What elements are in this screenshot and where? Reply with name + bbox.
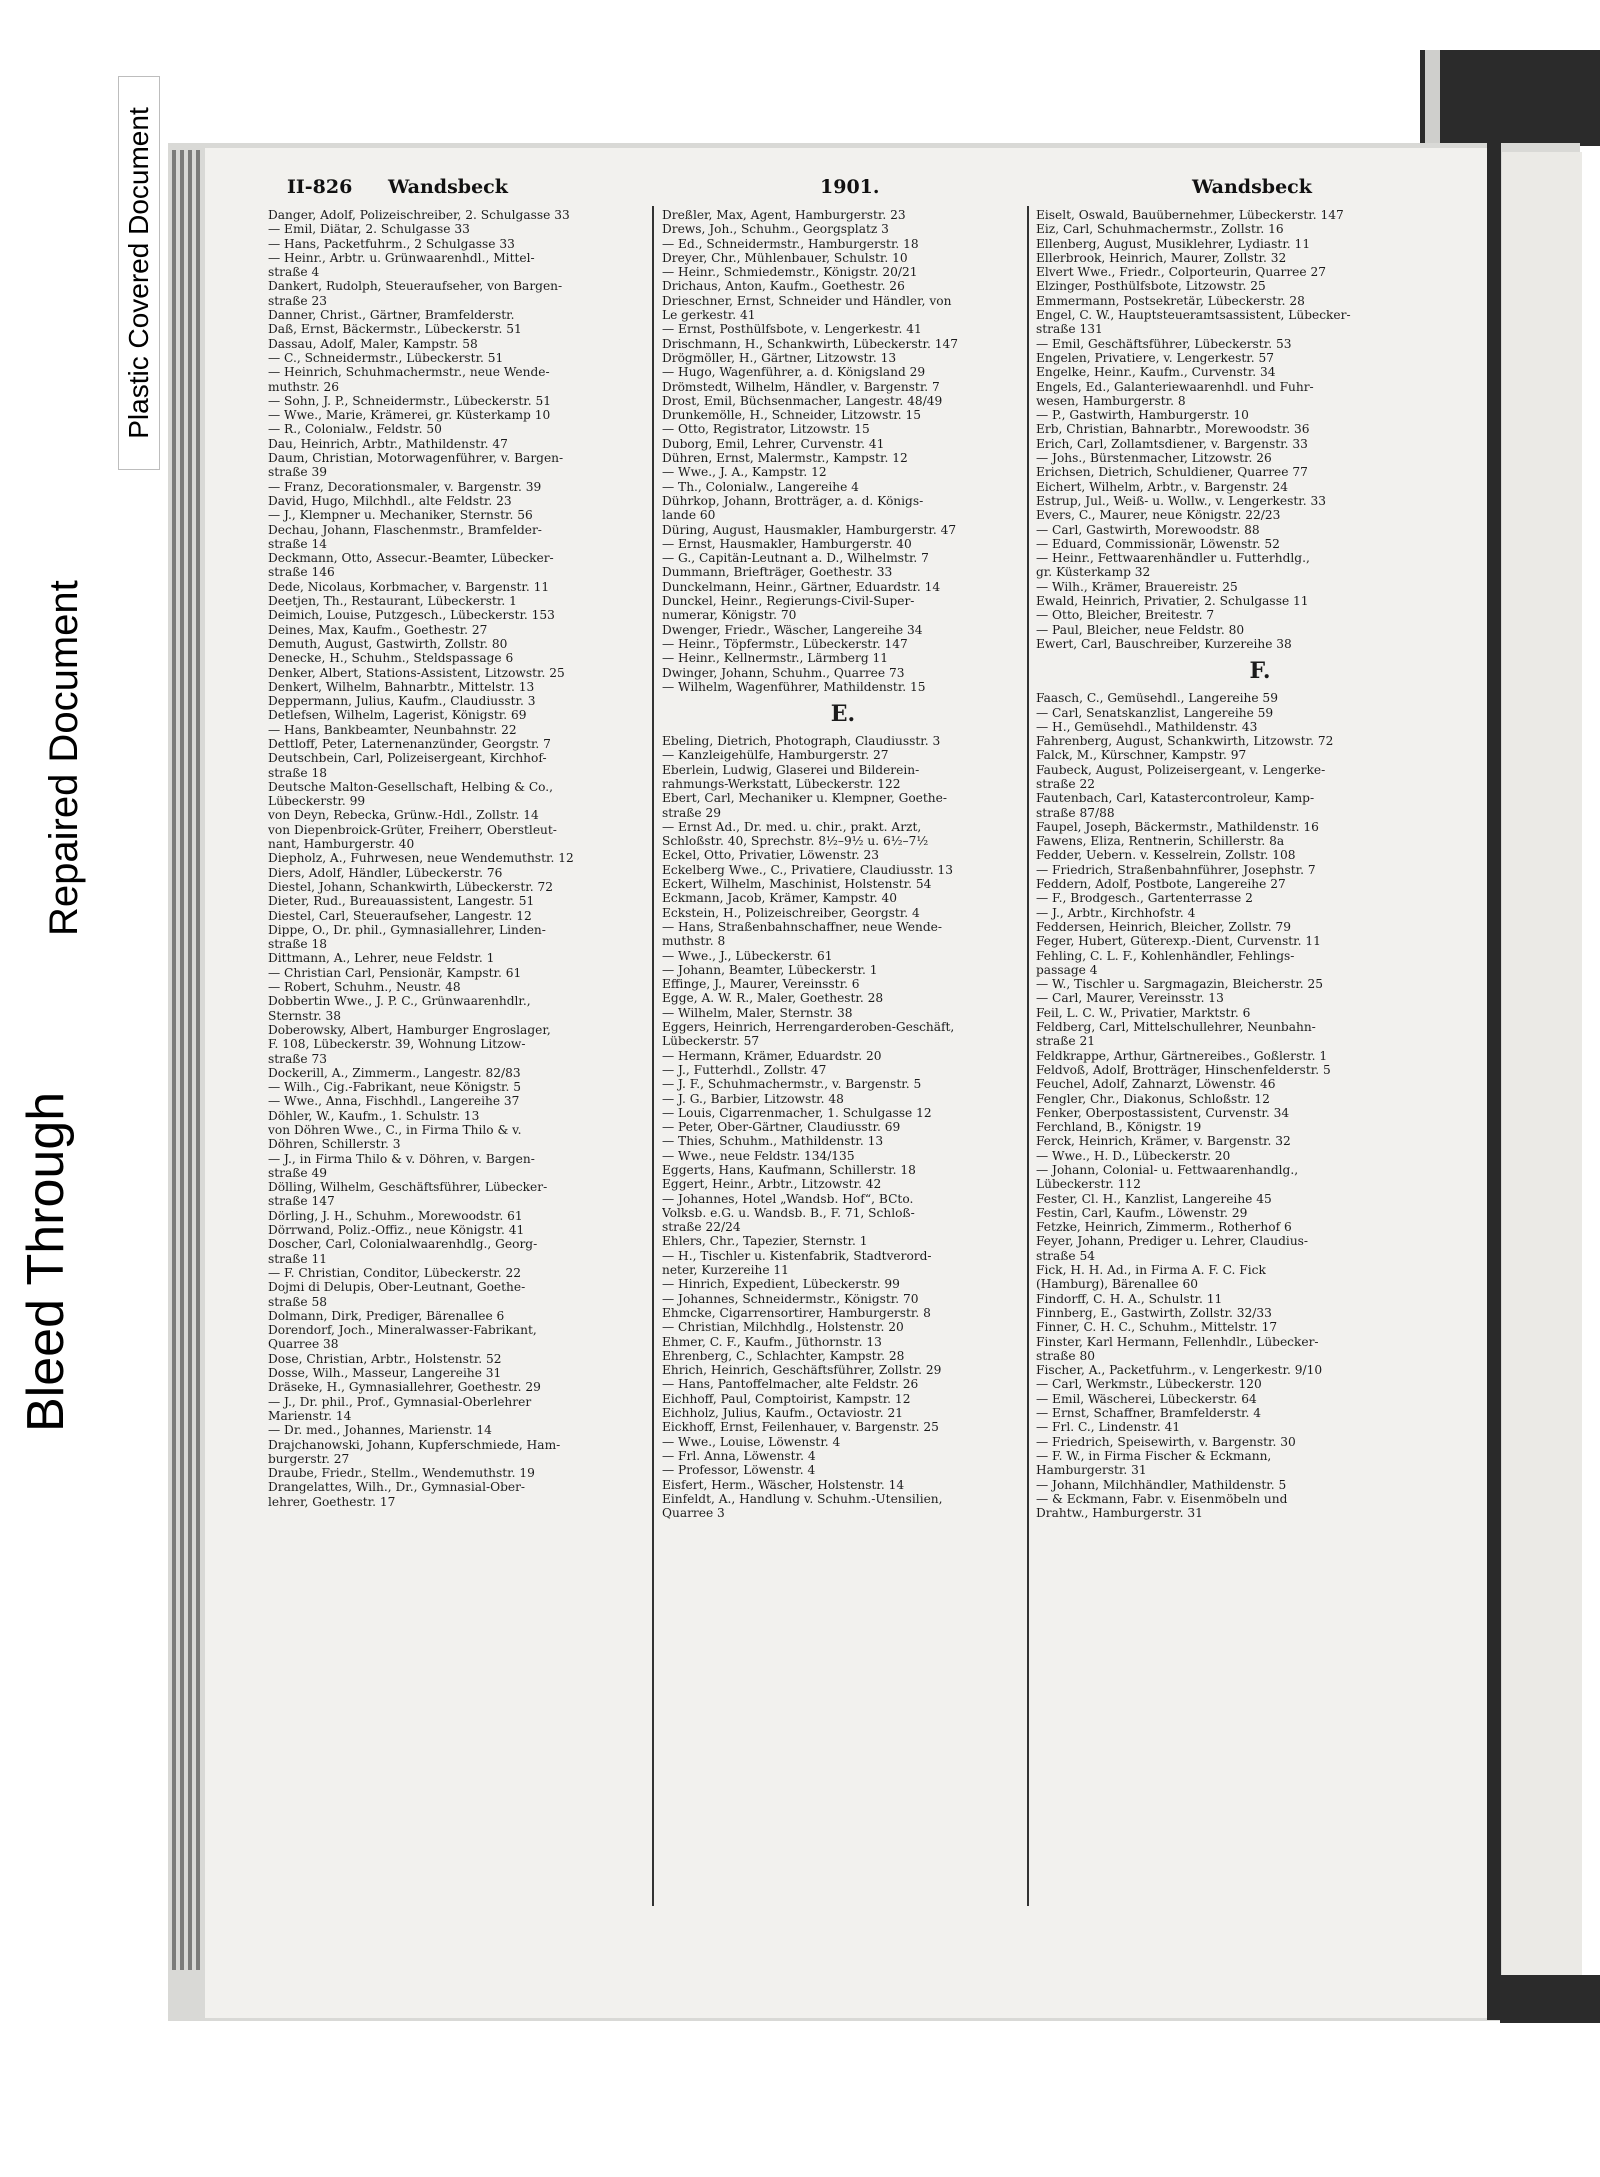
directory-entry-line: Dobbertin Wwe., J. P. C., Grünwaarenhdlr., [268, 994, 531, 1009]
directory-entry-line: — Hans, Packetfuhrm., 2 Schulgasse 33 [268, 236, 515, 251]
directory-entry-line: Faasch, C., Gemüsehdl., Langereihe 59 [1036, 691, 1278, 706]
directory-entry-line: Fehling, C. L. F., Kohlenhändler, Fehlings- [1036, 948, 1295, 963]
directory-entry-line: straße 23 [268, 293, 327, 308]
directory-entry-line: — Frl. C., Lindenstr. 41 [1036, 1420, 1181, 1435]
directory-entry-line: Deetjen, Th., Restaurant, Lübeckerstr. 1 [268, 594, 517, 609]
directory-entry-line: Egge, A. W. R., Maler, Goethestr. 28 [662, 991, 884, 1006]
directory-entry-line: Eckert, Wilhelm, Maschinist, Holstenstr. 54 [662, 877, 932, 892]
directory-entry-line: straße 146 [268, 565, 335, 580]
directory-entry-line: Drischmann, H., Schankwirth, Lübeckerstr. 147 [662, 336, 958, 351]
directory-entry-line: Ewald, Heinrich, Privatier, 2. Schulgasse 11 [1036, 594, 1309, 609]
directory-entry-line: — Hermann, Krämer, Eduardstr. 20 [662, 1048, 882, 1063]
directory-entry-line: — Peter, Ober-Gärtner, Claudiusstr. 69 [662, 1120, 901, 1135]
directory-entry-line: Einfeldt, A., Handlung v. Schuhm.-Utensilien, [662, 1491, 943, 1506]
directory-entry-line: — Emil, Geschäftsführer, Lübeckerstr. 53 [1036, 336, 1292, 351]
directory-entry-line: Dolmann, Dirk, Prediger, Bärenallee 6 [268, 1308, 505, 1323]
directory-entry-line: straße 22/24 [662, 1220, 741, 1235]
directory-entry-line: Ehlers, Chr., Tapezier, Sternstr. 1 [662, 1234, 868, 1249]
section-letter-heading: E. [830, 701, 856, 728]
directory-entry-line: von Diepenbroick-Grüter, Freiherr, Oberstleut- [268, 822, 557, 837]
directory-entry-line: Denkert, Wilhelm, Bahnarbtr., Mittelstr. 13 [268, 679, 535, 694]
directory-entry-line: Engelke, Heinr., Kaufm., Curvenstr. 34 [1036, 365, 1276, 380]
directory-entry-line: — Hinrich, Expedient, Lübeckerstr. 99 [662, 1277, 900, 1292]
directory-entry-line: passage 4 [1036, 962, 1098, 977]
directory-entry-line: Sternstr. 38 [268, 1008, 342, 1023]
directory-entry-line: Faupel, Joseph, Bäckermstr., Mathildenstr. 16 [1036, 819, 1319, 834]
directory-entry-line: nant, Hamburgerstr. 40 [268, 837, 415, 852]
directory-entry-line: straße 22 [1036, 776, 1095, 791]
directory-entry-line: gr. Küsterkamp 32 [1036, 565, 1151, 580]
directory-entry-line: — Heinr., Arbtr. u. Grünwaarenhdl., Mittel- [268, 250, 535, 265]
directory-entry-line: Feddern, Adolf, Postbote, Langereihe 27 [1036, 877, 1286, 892]
directory-entry-line: Denecke, H., Schuhm., Steldspassage 6 [268, 651, 514, 666]
directory-entry-line: lehrer, Goethestr. 17 [268, 1494, 396, 1509]
directory-entry-line: straße 58 [268, 1294, 327, 1309]
directory-entry-line: Fengler, Chr., Diakonus, Schloßstr. 12 [1036, 1091, 1270, 1106]
directory-entry-line: Fick, H. H. Ad., in Firma A. F. C. Fick [1036, 1263, 1266, 1278]
directory-entry-line: Deutschbein, Carl, Polizeisergeant, Kirchhof- [268, 751, 547, 766]
directory-entry-line: Demuth, August, Gastwirth, Zollstr. 80 [268, 636, 508, 651]
directory-entry-line: Diestel, Johann, Schankwirth, Lübeckerstr. 72 [268, 879, 553, 894]
directory-entry-line: Ehmer, C. F., Kaufm., Jüthornstr. 13 [662, 1334, 882, 1349]
directory-entry-line: wesen, Hamburgerstr. 8 [1036, 393, 1186, 408]
directory-entry-line: Fetzke, Heinrich, Zimmerm., Rotherhof 6 [1036, 1220, 1292, 1235]
column-divider [652, 206, 654, 1906]
directory-entry-line: — Ernst, Schaffner, Bramfelderstr. 4 [1036, 1406, 1261, 1421]
directory-entry-line: — Ernst Ad., Dr. med. u. chir., prakt. Arzt, [662, 819, 922, 834]
directory-entry-line: — G., Capitän-Leutnant a. D., Wilhelmstr. 7 [662, 551, 929, 566]
directory-entry-line: — Frl. Anna, Löwenstr. 4 [662, 1448, 816, 1463]
directory-entry-line: Dieter, Rud., Bureauassistent, Langestr. 51 [268, 894, 535, 909]
directory-entry-line: — Heinr., Töpfermstr., Lübeckerstr. 147 [662, 636, 908, 651]
directory-entry-line: Feldkrappe, Arthur, Gärtnereibes., Goßlerstr. 1 [1036, 1048, 1328, 1063]
directory-entry-line: — Wwe., neue Feldstr. 134/135 [662, 1148, 855, 1163]
directory-entry-line: Eichert, Wilhelm, Arbtr., v. Bargenstr. 24 [1036, 479, 1288, 494]
directory-entry-line: Detlefsen, Wilhelm, Lagerist, Königstr. 69 [268, 708, 527, 723]
directory-entry-line: Eichholz, Julius, Kaufm., Octaviostr. 21 [662, 1406, 904, 1421]
directory-entry-line: Feuchel, Adolf, Zahnarzt, Löwenstr. 46 [1036, 1077, 1276, 1092]
directory-entry-line: Evers, C., Maurer, neue Königstr. 22/23 [1036, 508, 1281, 523]
directory-entry-line: muthstr. 8 [662, 934, 726, 949]
directory-entry-line: Ehmcke, Cigarrensortirer, Hamburgerstr. 8 [662, 1305, 931, 1320]
directory-entry-line: Dankert, Rudolph, Steueraufseher, von Bargen- [268, 279, 563, 294]
directory-entry-line: Engel, C. W., Hauptsteueramtsassistent, Lübecker- [1036, 308, 1351, 323]
directory-entry-line: neter, Kurzereihe 11 [662, 1263, 789, 1278]
directory-entry-line: Dühren, Ernst, Malermstr., Kampstr. 12 [662, 451, 908, 466]
directory-entry-line: Erichsen, Dietrich, Schuldiener, Quarree 77 [1036, 465, 1308, 480]
directory-entry-line: Deutsche Malton-Gesellschaft, Helbing & Co., [268, 779, 554, 794]
directory-entry-line: Festin, Carl, Kaufm., Löwenstr. 29 [1036, 1205, 1248, 1220]
directory-entry-line: Dau, Heinrich, Arbtr., Mathildenstr. 47 [268, 436, 508, 451]
directory-entry-line: — P., Gastwirth, Hamburgerstr. 10 [1036, 408, 1249, 423]
page-number: II-826 [287, 176, 353, 198]
directory-column-2 [662, 208, 1024, 1520]
directory-entry-line: Eckel, Otto, Privatier, Löwenstr. 23 [662, 848, 879, 863]
directory-entry-line: straße 14 [268, 536, 327, 551]
directory-entry-line: — & Eckmann, Fabr. v. Eisenmöbeln und [1036, 1491, 1288, 1506]
directory-entry-line: — Otto, Bleicher, Breitestr. 7 [1036, 608, 1215, 623]
directory-entry-line: — J., in Firma Thilo & v. Döhren, v. Bargen- [268, 1151, 535, 1166]
directory-entry-line: — Johannes, Hotel „Wandsb. Hof“, BCto. [662, 1191, 914, 1206]
directory-entry-line: — Wwe., Louise, Löwenstr. 4 [662, 1434, 841, 1449]
directory-entry-line: — Louis, Cigarrenmacher, 1. Schulgasse 12 [662, 1105, 932, 1120]
directory-entry-line: — J. F., Schuhmachermstr., v. Bargenstr. 5 [662, 1077, 922, 1092]
directory-entry-line: — Johann, Colonial- u. Fettwaarenhandlg., [1036, 1163, 1299, 1177]
directory-entry-line: straße 18 [268, 937, 327, 952]
directory-entry-line: — Eduard, Commissionär, Löwenstr. 52 [1036, 536, 1280, 551]
directory-entry-line: — J., Arbtr., Kirchhofstr. 4 [1036, 905, 1196, 920]
directory-entry-line: — Ernst, Hausmakler, Hamburgerstr. 40 [662, 536, 912, 551]
directory-entry-line: Finner, C. H. C., Schuhm., Mittelstr. 17 [1036, 1320, 1278, 1335]
directory-entry-line: — Otto, Registrator, Litzowstr. 15 [662, 422, 870, 437]
directory-entry-line: — Wwe., J., Lübeckerstr. 61 [662, 948, 833, 963]
directory-entry-line: — J. G., Barbier, Litzowstr. 48 [662, 1091, 844, 1106]
directory-entry-line: — Heinr., Schmiedemstr., Königstr. 20/21 [662, 265, 918, 280]
directory-entry-line: — Kanzleigehülfe, Hamburgerstr. 27 [662, 748, 889, 763]
directory-entry-line: — Carl, Gastwirth, Morewoodstr. 88 [1036, 522, 1260, 537]
directory-entry-line: Dechau, Johann, Flaschenmstr., Bramfelder- [268, 522, 542, 537]
directory-entry-line: straße 4 [268, 265, 320, 280]
directory-entry-line: Deines, Max, Kaufm., Goethestr. 27 [268, 622, 488, 637]
directory-entry-line: Dwenger, Friedr., Wäscher, Langereihe 34 [662, 622, 923, 637]
book-gutter [1487, 140, 1501, 2020]
directory-entry-line: Deckmann, Otto, Assecur.-Beamter, Lübecker- [268, 551, 554, 566]
directory-entry-line: Dorendorf, Joch., Mineralwasser-Fabrikant, [268, 1323, 537, 1338]
directory-entry-line: Duborg, Emil, Lehrer, Curvenstr. 41 [662, 436, 885, 451]
directory-entry-line: straße 21 [1036, 1034, 1095, 1049]
directory-entry-line: Ehrenberg, C., Schlachter, Kampstr. 28 [662, 1348, 905, 1363]
directory-entry-line: Dittmann, A., Lehrer, neue Feldstr. 1 [268, 951, 495, 966]
directory-entry-line: Dunckel, Heinr., Regierungs-Civil-Super- [662, 594, 915, 609]
directory-entry-line: Danner, Christ., Gärtner, Bramfelderstr. [268, 308, 515, 323]
scanner-strip-top [1425, 50, 1440, 146]
directory-entry-line: Eckstein, H., Polizeischreiber, Georgstr. 4 [662, 905, 920, 920]
directory-entry-line: rahmungs-Werkstatt, Lübeckerstr. 122 [662, 776, 901, 791]
directory-entry-line: Ewert, Carl, Bauschreiber, Kurzereihe 38 [1036, 636, 1292, 651]
directory-entry-line: Ellenberg, August, Musiklehrer, Lydiastr. 11 [1036, 236, 1311, 251]
directory-entry-line: Emmermann, Postsekretär, Lübeckerstr. 28 [1036, 293, 1305, 308]
directory-entry-line: — Johann, Beamter, Lübeckerstr. 1 [662, 962, 878, 977]
directory-entry-line: Dunckelmann, Heinr., Gärtner, Eduardstr. 14 [662, 579, 941, 594]
directory-entry-line: Drajchanowski, Johann, Kupferschmiede, Ham- [268, 1437, 561, 1452]
directory-entry-line: straße 80 [1036, 1348, 1095, 1363]
directory-entry-line: straße 29 [662, 805, 721, 820]
directory-entry-line: straße 87/88 [1036, 805, 1115, 820]
directory-entry-line: Dose, Christian, Arbtr., Holstenstr. 52 [268, 1351, 502, 1366]
directory-entry-line: Dippe, O., Dr. phil., Gymnasiallehrer, Linden- [268, 922, 546, 937]
directory-entry-line: Ebert, Carl, Mechaniker u. Klempner, Goethe- [662, 791, 947, 806]
directory-entry-line: — F. W., in Firma Fischer & Eckmann, [1036, 1448, 1272, 1463]
repaired-document-label: Repaired Document [42, 580, 86, 936]
directory-entry-line: Quarree 38 [268, 1337, 339, 1352]
directory-entry-line: — C., Schneidermstr., Lübeckerstr. 51 [268, 350, 504, 365]
directory-entry-line: Draube, Friedr., Stellm., Wendemuthstr. 19 [268, 1466, 535, 1481]
directory-entry-line: — Paul, Bleicher, neue Feldstr. 80 [1036, 622, 1245, 637]
directory-column-1 [268, 208, 648, 1509]
directory-entry-line: Daß, Ernst, Bäckermstr., Lübeckerstr. 51 [268, 322, 522, 337]
directory-entry-line: Eggert, Heinr., Arbtr., Litzowstr. 42 [662, 1177, 882, 1192]
directory-entry-line: Düring, August, Hausmakler, Hamburgerstr. 47 [662, 522, 957, 537]
directory-entry-line: muthstr. 26 [268, 379, 340, 394]
directory-entry-line: von Deyn, Rebecka, Grünw.-Hdl., Zollstr. 14 [268, 808, 539, 823]
directory-entry-line: Drieschner, Ernst, Schneider und Händler, von [662, 293, 952, 308]
directory-entry-line: — Wilh., Krämer, Brauereistr. 25 [1036, 579, 1238, 594]
directory-entry-line: Eberlein, Ludwig, Glaserei und Bilderein- [662, 762, 920, 777]
directory-entry-line: Fester, Cl. H., Kanzlist, Langereihe 45 [1036, 1191, 1272, 1206]
directory-entry-line: — F. Christian, Conditor, Lübeckerstr. 22 [268, 1265, 521, 1280]
directory-entry-line: Lübeckerstr. 57 [662, 1034, 760, 1049]
directory-entry-line: Elzinger, Posthülfsbote, Litzowstr. 25 [1036, 279, 1266, 294]
directory-entry-line: Le gerkestr. 41 [662, 308, 756, 323]
directory-entry-line: Lübeckerstr. 99 [268, 794, 366, 809]
plastic-covered-label: Plastic Covered Document [118, 76, 160, 470]
section-letter-heading: F. [1249, 658, 1271, 685]
directory-entry-line: — R., Colonialw., Feldstr. 50 [268, 422, 442, 437]
directory-entry-line: Falck, M., Kürschner, Kampstr. 97 [1036, 748, 1247, 763]
directory-entry-line: — Wwe., J. A., Kampstr. 12 [662, 465, 827, 480]
directory-entry-line: David, Hugo, Milchhdl., alte Feldstr. 23 [268, 493, 512, 508]
directory-entry-line: — J., Dr. phil., Prof., Gymnasial-Oberlehrer [268, 1394, 532, 1409]
directory-entry-line: — Th., Colonialw., Langereihe 4 [662, 479, 859, 494]
directory-entry-line: Deimich, Louise, Putzgesch., Lübeckerstr. 153 [268, 608, 555, 623]
directory-entry-line: Lübeckerstr. 112 [1036, 1177, 1141, 1192]
directory-entry-line: Dojmi di Delupis, Ober-Leutnant, Goethe- [268, 1280, 526, 1295]
bleed-through-label: Bleed Through [17, 1091, 75, 1432]
directory-entry-line: Fawens, Eliza, Rentnerin, Schillerstr. 8a [1036, 834, 1285, 849]
directory-entry-line: Döhler, W., Kaufm., 1. Schulstr. 13 [268, 1108, 480, 1123]
directory-entry-line: straße 147 [268, 1194, 335, 1209]
directory-entry-line: Eichhoff, Paul, Comptoirist, Kampstr. 12 [662, 1391, 911, 1406]
directory-entry-line: Finster, Karl Hermann, Fellenhdlr., Lübecker- [1036, 1334, 1319, 1349]
directory-entry-line: Dräseke, H., Gymnasiallehrer, Goethestr. 29 [268, 1380, 541, 1395]
directory-entry-line: (Hamburg), Bärenallee 60 [1036, 1277, 1198, 1292]
directory-entry-line: Feil, L. C. W., Privatier, Marktstr. 6 [1036, 1005, 1251, 1020]
directory-entry-line: — Carl, Werkmstr., Lübeckerstr. 120 [1036, 1377, 1262, 1392]
directory-entry-line: — Emil, Diätar, 2. Schulgasse 33 [268, 222, 470, 237]
directory-entry-line: straße 11 [268, 1251, 327, 1266]
directory-entry-line: Eckmann, Jacob, Krämer, Kampstr. 40 [662, 891, 898, 906]
directory-entry-line: Drews, Joh., Schuhm., Georgsplatz 3 [662, 222, 889, 237]
directory-entry-line: — Johann, Milchhändler, Mathildenstr. 5 [1036, 1477, 1287, 1492]
directory-entry-line: — Heinr., Kellnermstr., Lärmberg 11 [662, 651, 889, 666]
directory-entry-line: Fischer, A., Packetfuhrm., v. Lengerkestr. 9/10 [1036, 1363, 1323, 1378]
directory-entry-line: Ehrich, Heinrich, Geschäftsführer, Zollstr. 29 [662, 1363, 942, 1378]
directory-column-3 [1036, 208, 1484, 1520]
directory-entry-line: — Friedrich, Straßenbahnführer, Josephstr. 7 [1036, 862, 1316, 877]
directory-entry-line: — F., Brodgesch., Gartenterrasse 2 [1036, 891, 1253, 906]
directory-entry-line: — Wwe., Anna, Fischhdl., Langereihe 37 [268, 1094, 520, 1109]
directory-entry-line: Marienstr. 14 [268, 1408, 352, 1423]
directory-entry-line: — Johs., Bürstenmacher, Litzowstr. 26 [1036, 451, 1272, 466]
directory-entry-line: — Johannes, Schneidermstr., Königstr. 70 [662, 1291, 919, 1306]
directory-entry-line: — Hugo, Wagenführer, a. d. Königsland 29 [662, 365, 926, 380]
directory-entry-line: Feldvoß, Adolf, Brotträger, Hinschenfelderstr. 5 [1036, 1062, 1331, 1077]
directory-entry-line: Effinge, J., Maurer, Vereinsstr. 6 [662, 977, 860, 992]
directory-entry-line: Dassau, Adolf, Maler, Kampstr. 58 [268, 336, 478, 351]
directory-entry-line: — Hans, Straßenbahnschaffner, neue Wende- [662, 919, 942, 934]
directory-entry-line: Döhren, Schillerstr. 3 [268, 1137, 401, 1152]
directory-entry-line: — Dr. med., Johannes, Marienstr. 14 [268, 1423, 492, 1438]
directory-entry-line: Dosse, Wilh., Masseur, Langereihe 31 [268, 1366, 502, 1381]
directory-entry-line: Feger, Hubert, Güterexp.-Dient, Curvenstr. 11 [1036, 934, 1321, 949]
directory-entry-line: Drost, Emil, Büchsenmacher, Langestr. 48/49 [662, 393, 943, 408]
directory-entry-line: — H., Gemüsehdl., Mathildenstr. 43 [1036, 719, 1258, 734]
directory-entry-line: Estrup, Jul., Weiß- u. Wollw., v. Lengerkestr. 33 [1036, 493, 1327, 508]
scanner-edge-bottom [1500, 1975, 1600, 2023]
directory-entry-line: Eiz, Carl, Schuhmachermstr., Zollstr. 16 [1036, 222, 1284, 237]
directory-entry-line: — Christian Carl, Pensionär, Kampstr. 61 [268, 965, 522, 980]
directory-entry-line: Dwinger, Johann, Schuhm., Quarree 73 [662, 665, 905, 680]
directory-entry-line: Eiselt, Oswald, Bauübernehmer, Lübeckerstr. 147 [1036, 208, 1344, 222]
directory-entry-line: Doscher, Carl, Colonialwaarenhdlg., Georg- [268, 1237, 538, 1252]
directory-entry-line: — Wwe., Marie, Krämerei, gr. Küsterkamp 10 [268, 408, 551, 423]
header-right-title: Wandsbeck [1192, 176, 1312, 198]
directory-entry-line: Elvert Wwe., Friedr., Colporteurin, Quarree 27 [1036, 265, 1326, 280]
directory-entry-line: — Hans, Bankbeamter, Neunbahnstr. 22 [268, 722, 517, 737]
directory-entry-line: lande 60 [662, 508, 716, 523]
directory-entry-line: — Wwe., H. D., Lübeckerstr. 20 [1036, 1148, 1231, 1163]
page-stack-edge [196, 150, 200, 1970]
directory-entry-line: F. 108, Lübeckerstr. 39, Wohnung Litzow- [268, 1037, 526, 1052]
page-stack-edge [188, 150, 192, 1970]
directory-entry-line: Feyer, Johann, Prediger u. Lehrer, Claudius- [1036, 1234, 1309, 1249]
directory-entry-line: — Sohn, J. P., Schneidermstr., Lübeckerstr. 51 [268, 393, 551, 408]
directory-entry-line: — Carl, Maurer, Vereinsstr. 13 [1036, 991, 1224, 1006]
directory-entry-line: Ferchland, B., Königstr. 19 [1036, 1120, 1202, 1135]
directory-entry-line: Denker, Albert, Stations-Assistent, Litzowstr. 25 [268, 665, 565, 680]
directory-entry-line: Fenker, Oberpostassistent, Curvenstr. 34 [1036, 1105, 1290, 1120]
directory-entry-line: Drögmöller, H., Gärtner, Litzowstr. 13 [662, 350, 897, 365]
header-left-title: Wandsbeck [388, 176, 508, 198]
directory-entry-line: — Ernst, Posthülfsbote, v. Lengerkestr. 41 [662, 322, 922, 337]
directory-entry-line: — Professor, Löwenstr. 4 [662, 1463, 816, 1478]
directory-entry-line: Eggerts, Hans, Kaufmann, Schillerstr. 18 [662, 1163, 916, 1177]
directory-entry-line: Diepholz, A., Fuhrwesen, neue Wendemuthstr. 12 [268, 851, 574, 866]
directory-entry-line: burgerstr. 27 [268, 1451, 350, 1466]
directory-entry-line: Diers, Adolf, Händler, Lübeckerstr. 76 [268, 865, 503, 880]
directory-entry-line: Drahtw., Hamburgerstr. 31 [1036, 1506, 1203, 1521]
directory-entry-line: Eisfert, Herm., Wäscher, Holstenstr. 14 [662, 1477, 905, 1492]
directory-entry-line: Eckelberg Wwe., C., Privatiere, Claudiusstr. 13 [662, 862, 953, 877]
page-stack-edge [172, 150, 176, 1970]
directory-entry-line: — Wilh., Cig.-Fabrikant, neue Königstr. 5 [268, 1080, 522, 1095]
column-divider [1027, 206, 1029, 1906]
directory-entry-line: straße 54 [1036, 1248, 1095, 1263]
directory-entry-line: Drunkemölle, H., Schneider, Litzowstr. 15 [662, 408, 921, 423]
directory-entry-line: Eggers, Heinrich, Herrengarderoben-Geschäft, [662, 1020, 955, 1035]
directory-entry-line: Schloßstr. 40, Sprechstr. 8½–9½ u. 6½–7½ [662, 834, 929, 849]
directory-entry-line: Fahrenberg, August, Schankwirth, Litzowstr. 72 [1036, 734, 1334, 749]
directory-entry-line: — Robert, Schuhm., Neustr. 48 [268, 980, 461, 995]
directory-entry-line: straße 73 [268, 1051, 327, 1066]
directory-entry-line: — Franz, Decorationsmaler, v. Bargenstr. 39 [268, 479, 542, 494]
directory-entry-line: — Wilhelm, Wagenführer, Mathildenstr. 15 [662, 679, 926, 694]
directory-entry-line: straße 131 [1036, 322, 1103, 337]
directory-entry-line: Dörrwand, Poliz.-Offiz., neue Königstr. 41 [268, 1223, 525, 1238]
directory-entry-line: Engels, Ed., Galanteriewaarenhdl. und Fuhr- [1036, 379, 1314, 394]
directory-entry-line: Drangelattes, Wilh., Dr., Gymnasial-Ober- [268, 1480, 526, 1495]
directory-entry-line: — Thies, Schuhm., Mathildenstr. 13 [662, 1134, 884, 1149]
directory-entry-line: Ellerbrook, Heinrich, Maurer, Zollstr. 32 [1036, 250, 1287, 265]
directory-entry-line: — Ed., Schneidermstr., Hamburgerstr. 18 [662, 236, 919, 251]
directory-entry-line: Dede, Nicolaus, Korbmacher, v. Bargenstr. 11 [268, 579, 550, 594]
directory-entry-line: — Friedrich, Speisewirth, v. Bargenstr. 30 [1036, 1434, 1296, 1449]
directory-entry-line: Dreyer, Chr., Mühlenbauer, Schulstr. 10 [662, 250, 908, 265]
directory-entry-line: Dreßler, Max, Agent, Hamburgerstr. 23 [662, 208, 906, 222]
header-year: 1901. [820, 176, 880, 198]
page-stack-edge [180, 150, 184, 1970]
directory-entry-line: Finnberg, E., Gastwirth, Zollstr. 32/33 [1036, 1305, 1272, 1320]
directory-entry-line: Doberowsky, Albert, Hamburger Engroslager, [268, 1022, 551, 1037]
directory-entry-line: Fedder, Uebern. v. Kesselrein, Zollstr. 108 [1036, 848, 1296, 863]
directory-entry-line: Dörling, J. H., Schuhm., Morewoodstr. 61 [268, 1208, 523, 1223]
directory-entry-line: Dührkop, Johann, Brotträger, a. d. Königs- [662, 493, 924, 508]
directory-entry-line: — J., Klempner u. Mechaniker, Sternstr. 56 [268, 508, 533, 523]
directory-entry-line: — H., Tischler u. Kistenfabrik, Stadtverord- [662, 1248, 932, 1263]
directory-entry-line: Erich, Carl, Zollamtsdiener, v. Bargenstr. 33 [1036, 436, 1308, 451]
directory-entry-line: — Heinr., Fettwaarenhändler u. Futterhdlg., [1036, 551, 1310, 566]
directory-entry-line: — Wilhelm, Maler, Sternstr. 38 [662, 1005, 853, 1020]
directory-entry-line: — W., Tischler u. Sargmagazin, Bleicherstr. 25 [1036, 977, 1324, 992]
directory-entry-line: Eickhoff, Ernst, Feilenhauer, v. Bargenstr. 25 [662, 1420, 939, 1435]
directory-entry-line: Hamburgerstr. 31 [1036, 1463, 1147, 1478]
directory-entry-line: Feldberg, Carl, Mittelschullehrer, Neunbahn- [1036, 1020, 1316, 1035]
directory-entry-line: — Heinrich, Schuhmachermstr., neue Wende- [268, 365, 550, 380]
directory-entry-line: numerar, Königstr. 70 [662, 608, 797, 623]
directory-entry-line: Dettloff, Peter, Laternenanzünder, Georgstr. 7 [268, 736, 551, 751]
directory-entry-line: Feddersen, Heinrich, Bleicher, Zollstr. 79 [1036, 919, 1292, 934]
facing-page-edge [1502, 152, 1582, 2012]
directory-entry-line: Dummann, Briefträger, Goethestr. 33 [662, 565, 893, 580]
directory-entry-line: — Emil, Wäscherei, Lübeckerstr. 64 [1036, 1391, 1257, 1406]
directory-entry-line: von Döhren Wwe., C., in Firma Thilo & v. [268, 1123, 522, 1137]
directory-entry-line: Danger, Adolf, Polizeischreiber, 2. Schulgasse 33 [268, 208, 570, 222]
scanner-edge-top [1420, 50, 1600, 146]
directory-entry-line: Dockerill, A., Zimmerm., Langestr. 82/83 [268, 1065, 521, 1080]
directory-entry-line: Dölling, Wilhelm, Geschäftsführer, Lübecker- [268, 1180, 548, 1195]
directory-entry-line: — Hans, Pantoffelmacher, alte Feldstr. 26 [662, 1377, 919, 1392]
directory-entry-line: Drömstedt, Wilhelm, Händler, v. Bargenstr. 7 [662, 379, 940, 394]
directory-entry-line: — Carl, Senatskanzlist, Langereihe 59 [1036, 705, 1274, 720]
directory-entry-line: — J., Futterhdl., Zollstr. 47 [662, 1062, 827, 1077]
directory-entry-line: Diestel, Carl, Steueraufseher, Langestr. 12 [268, 908, 532, 923]
directory-entry-line: Erb, Christian, Bahnarbtr., Morewoodstr. 36 [1036, 422, 1310, 437]
directory-entry-line: Drichaus, Anton, Kaufm., Goethestr. 26 [662, 279, 905, 294]
directory-entry-line: Volksb. e.G. u. Wandsb. B., F. 71, Schloß- [662, 1205, 915, 1220]
directory-entry-line: straße 49 [268, 1165, 327, 1180]
directory-entry-line: Faubeck, August, Polizeisergeant, v. Lengerke- [1036, 762, 1326, 777]
directory-entry-line: Deppermann, Julius, Kaufm., Claudiusstr. 3 [268, 694, 536, 709]
directory-entry-line: — Christian, Milchhdlg., Holstenstr. 20 [662, 1320, 904, 1335]
directory-entry-line: Ferck, Heinrich, Krämer, v. Bargenstr. 32 [1036, 1134, 1291, 1149]
directory-entry-line: Findorff, C. H. A., Schulstr. 11 [1036, 1291, 1223, 1306]
directory-entry-line: straße 39 [268, 465, 327, 480]
directory-entry-line: Ebeling, Dietrich, Photograph, Claudiusstr. 3 [662, 734, 941, 749]
directory-entry-line: Quarree 3 [662, 1506, 725, 1521]
directory-entry-line: Engelen, Privatiere, v. Lengerkestr. 57 [1036, 350, 1275, 365]
directory-entry-line: Daum, Christian, Motorwagenführer, v. Bargen- [268, 451, 564, 466]
directory-entry-line: Fautenbach, Carl, Katastercontroleur, Kamp- [1036, 791, 1315, 806]
directory-entry-line: straße 18 [268, 765, 327, 780]
